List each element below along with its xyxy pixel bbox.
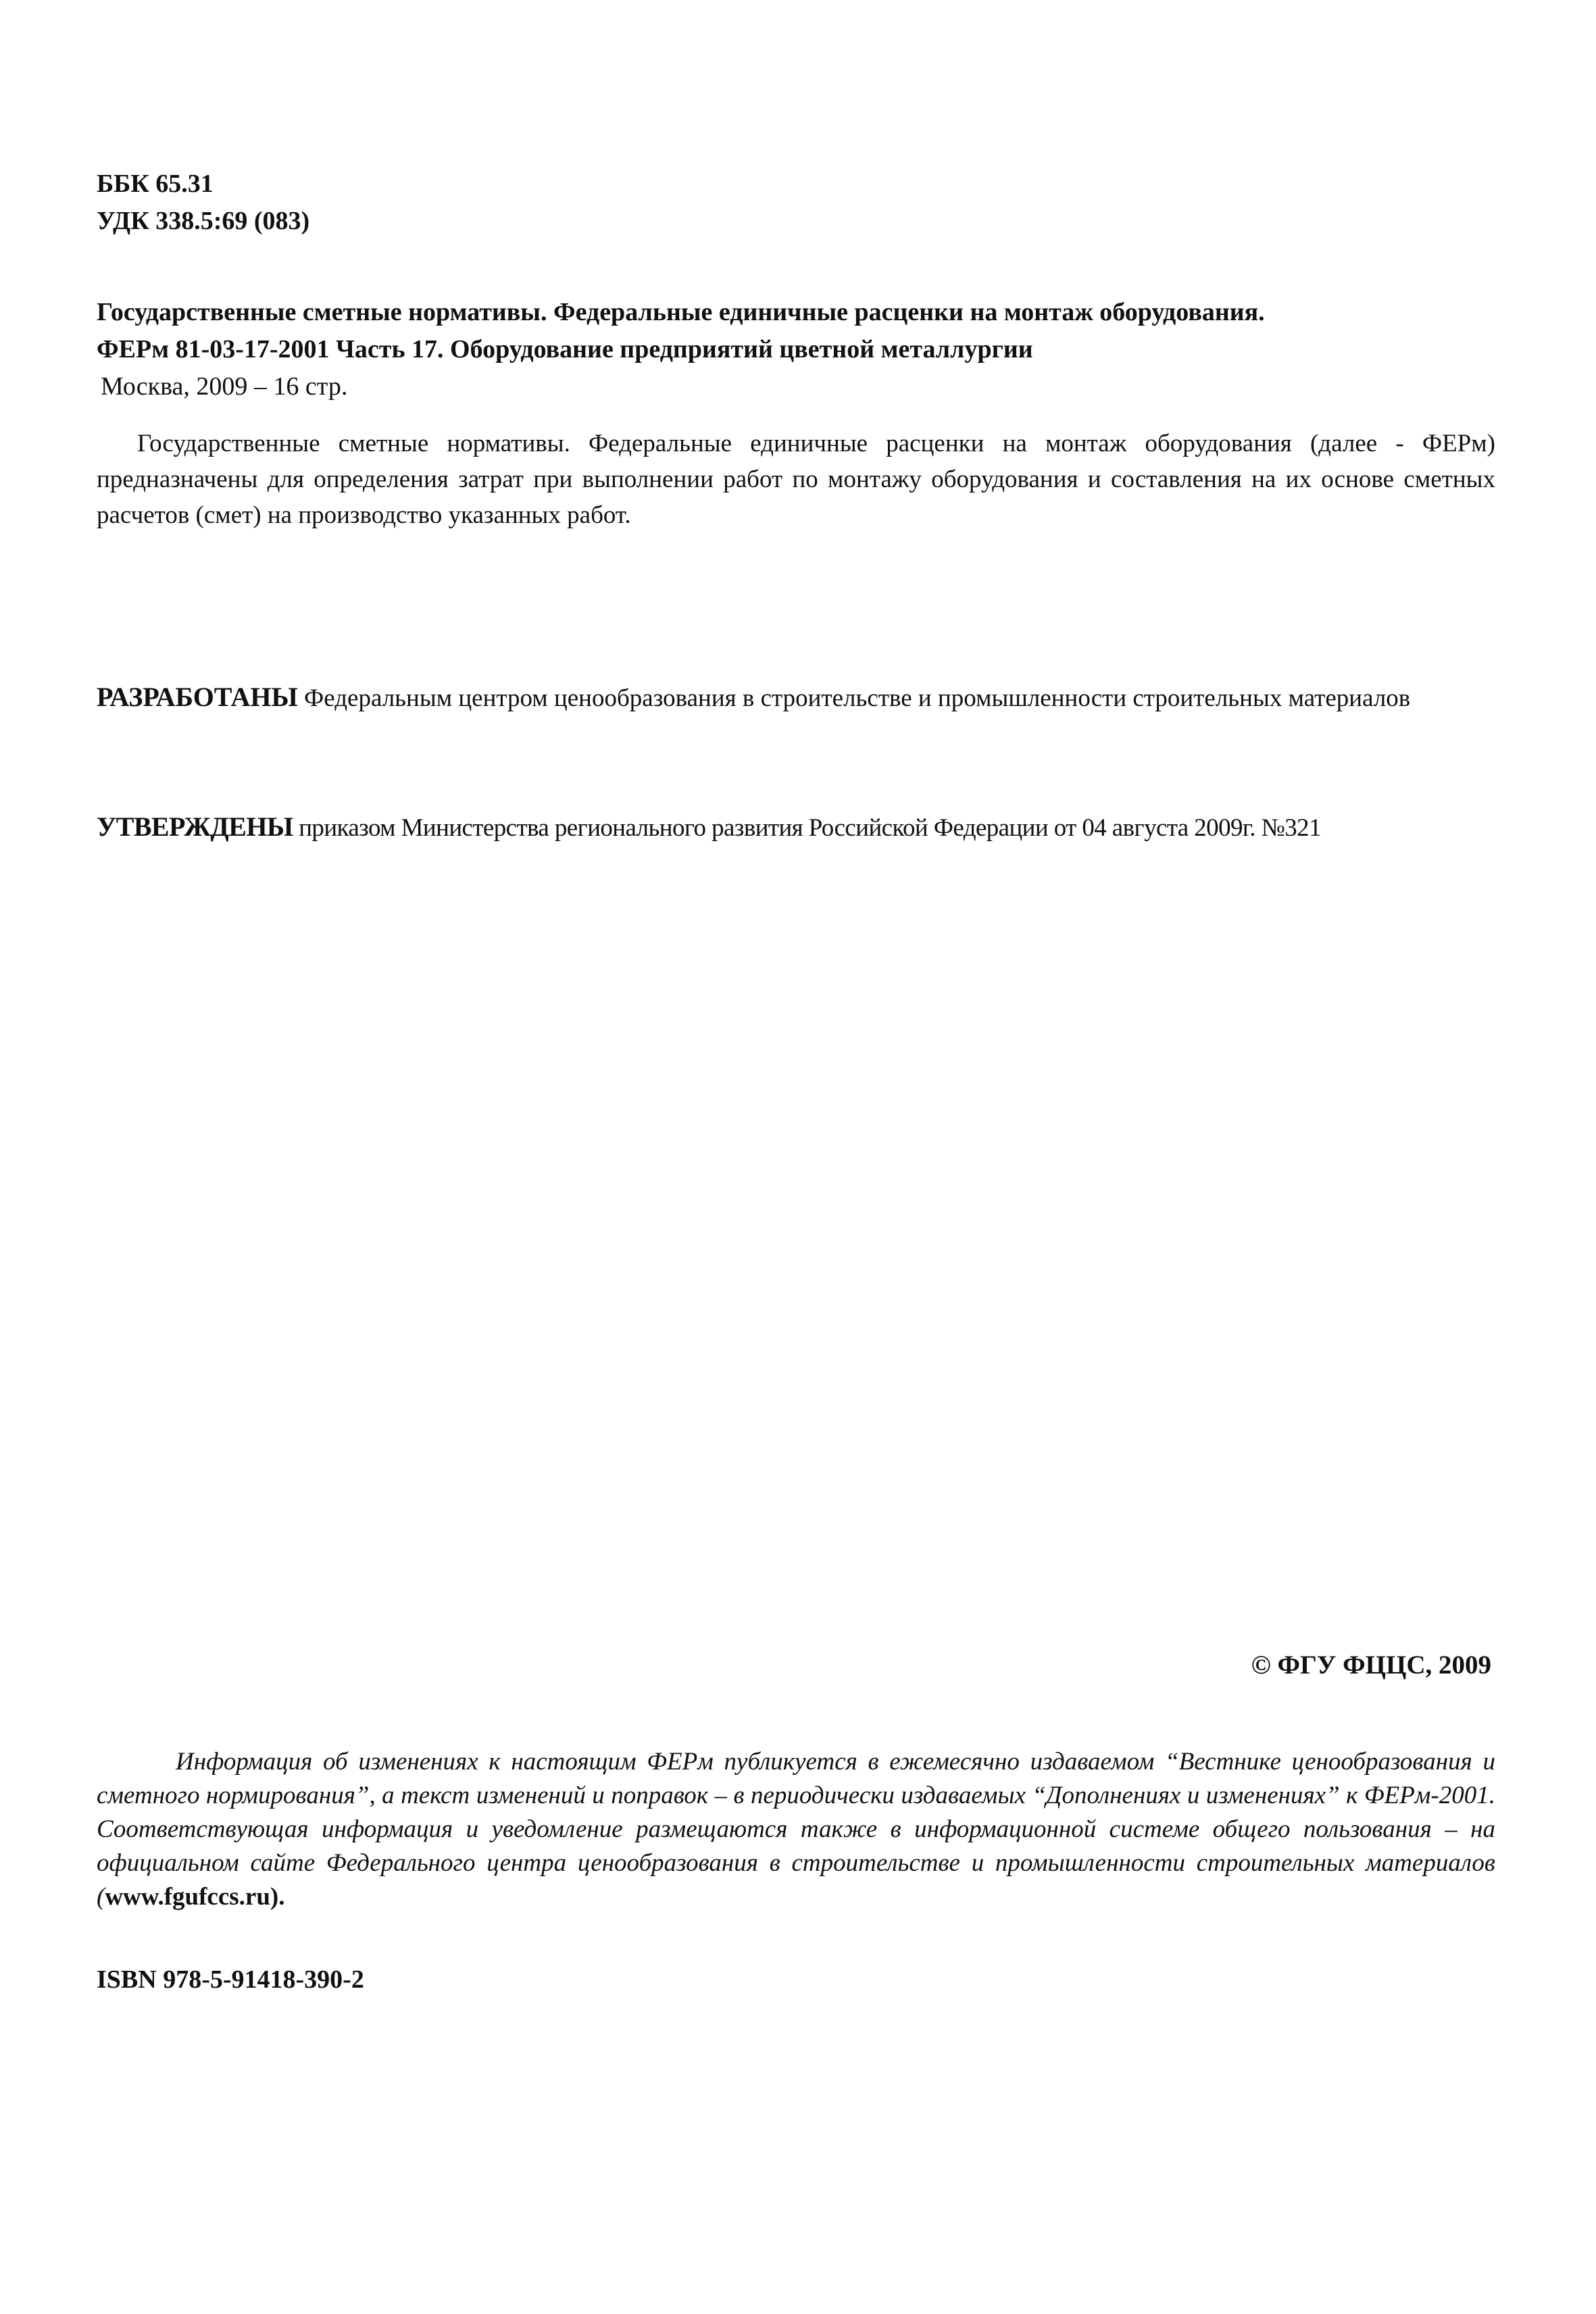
document-subtitle: ФЕРм 81-03-17-2001 Часть 17. Оборудование предприятий цветной металлургии [97,335,1033,363]
annotation-paragraph: Государственные сметные нормативы. Федеральные единичные расценки на монтаж оборудования (далее - ФЕРм) предназначены для определения затрат при выполнении работ по монтажу оборудования и составления на их основе сметных расчетов (смет) на производство указанных работ. [97,430,1495,529]
copyright-notice: © ФГУ ФЦЦС, 2009 [1251,1651,1491,1680]
info-text: Информация об изменениях к настоящим ФЕРм публикуется в ежемесячно издаваемом “Вестнике ценообразования и сметного нормирования”, а текст изменений и поправок – в периодически издаваемых “Дополнениях и изменениях” к ФЕРм-2001. Соответствующая информация и уведомление размещаются также в информационной системе общего пользования – на официальном сайте Федерального центра ценообразования в строительстве и промышленности строительных материалов ( [97,1748,1495,1911]
udk-code: УДК 338.5:69 (083) [97,207,310,235]
approved-text: приказом Министерства регионального развития Российской Федерации от 04 августа 2009г. №321 [299,814,1321,842]
approved-by-paragraph [97,809,1495,846]
document-title: Государственные сметные нормативы. Федеральные единичные расценки на монтаж оборудования. [97,298,1265,326]
info-closing: ). [270,1883,285,1911]
approved-label: УТВЕРЖДЕНЫ [97,811,293,842]
developed-label: РАЗРАБОТАНЫ [97,682,298,712]
website-link[interactable]: www.fgufccs.ru [105,1883,270,1911]
imprint: Москва, 2009 – 16 стр. [101,372,348,401]
bbk-code: ББК 65.31 [97,170,214,198]
info-paragraph [97,1745,1495,1914]
isbn-number: ISBN 978-5-91418-390-2 [97,1965,364,1994]
bibliographic-record [97,294,1495,405]
developed-by-paragraph [97,679,1495,716]
classification-codes [97,166,1495,240]
developed-text: Федеральным центром ценообразования в строительстве и промышленности строительных материалов [304,684,1411,712]
